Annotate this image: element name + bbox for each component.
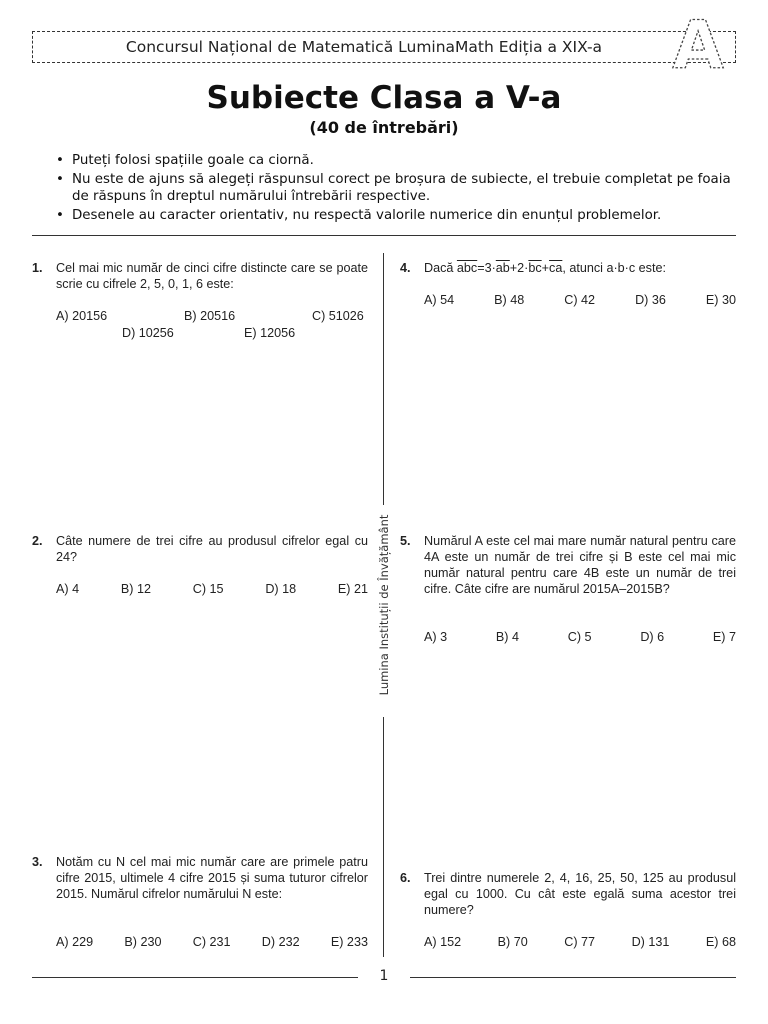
question-6 xyxy=(400,870,736,954)
question-number: 2. xyxy=(32,534,43,548)
option-a: A) 20156 xyxy=(56,309,108,323)
option-a: A) 4 xyxy=(56,582,80,596)
option-d: D) 6 xyxy=(640,630,665,644)
question-text: Trei dintre numerele 2, 4, 16, 25, 50, 125 au produsul egal cu 1000. Cu cât este egală suma acestor trei numere? xyxy=(424,871,736,917)
option-b: B) 4 xyxy=(495,630,519,644)
option-e: E) 7 xyxy=(712,630,736,644)
options-row xyxy=(424,292,736,308)
question-number: 6. xyxy=(400,871,411,885)
question-1 xyxy=(32,260,368,340)
top-divider xyxy=(32,235,736,236)
option-e: E) 30 xyxy=(705,293,736,307)
option-c: C) 231 xyxy=(192,935,231,949)
option-b: B) 20516 xyxy=(184,309,236,323)
instructions-list xyxy=(56,152,746,225)
option-c: C) 5 xyxy=(567,630,592,644)
question-5 xyxy=(400,533,736,653)
option-e: E) 12056 xyxy=(244,326,296,340)
competition-header xyxy=(32,31,736,63)
question-number: 5. xyxy=(400,534,411,548)
options-row xyxy=(56,581,368,597)
option-d: D) 232 xyxy=(261,935,300,949)
option-a: A) 3 xyxy=(424,630,448,644)
question-text: Numărul A este cel mai mare număr natural pentru care 4A este un număr de trei cifre și B este cel mai mic număr natural pentru care 4B este un număr de trei cifre. Câte cifre are numărul 2015A–2015B? xyxy=(424,534,736,596)
option-b: B) 12 xyxy=(120,582,151,596)
option-c: C) 77 xyxy=(564,935,596,949)
page-subtitle: (40 de întrebări) xyxy=(309,118,459,137)
column-divider-top xyxy=(383,253,384,505)
instruction-item: • Desenele au caracter orientativ, nu respectă valorile numerice din enunțul problemelor. xyxy=(56,207,746,225)
question-text: Notăm cu N cel mai mic număr care are primele patru cifre 2015, ultimele 4 cifre 2015 și suma tuturor cifrelor 2015. Numărul cifrelor numărului N este: xyxy=(56,855,368,901)
page-title: Subiecte Clasa a V-a xyxy=(206,80,562,116)
question-number: 3. xyxy=(32,855,43,869)
competition-name: Concursul Național de Matematică LuminaMath Ediția a XIX-a xyxy=(125,38,603,56)
option-c: C) 51026 xyxy=(312,309,364,323)
vertical-label-text: Lumina Instituții de Învățământ xyxy=(377,514,391,696)
question-text: Câte numere de trei cifre au produsul cifrelor egal cu 24? xyxy=(56,534,368,564)
option-e: E) 68 xyxy=(705,935,736,949)
option-c: C) 42 xyxy=(564,293,596,307)
option-d: D) 131 xyxy=(631,935,670,949)
question-4 xyxy=(400,260,736,320)
option-d: D) 36 xyxy=(635,293,666,307)
option-b: B) 48 xyxy=(494,293,525,307)
question-3 xyxy=(32,854,368,954)
page-number: 1 xyxy=(379,968,389,984)
option-d: D) 18 xyxy=(265,582,297,596)
column-divider-bottom xyxy=(383,717,384,957)
option-a: A) 54 xyxy=(424,293,455,307)
svg-text:A: A xyxy=(672,10,724,74)
instruction-item: • Puteți folosi spațiile goale ca ciornă. xyxy=(56,152,746,170)
options-row xyxy=(424,629,736,645)
option-d: D) 10256 xyxy=(122,326,174,340)
question-number: 1. xyxy=(32,261,43,275)
option-c: C) 15 xyxy=(192,582,224,596)
options-row xyxy=(424,934,736,950)
option-e: E) 233 xyxy=(330,935,368,949)
option-e: E) 21 xyxy=(337,582,368,596)
question-text: Dacă $\overline{abc}=3\cdot\overline{ab}+2\cdot\overline{bc}+\overline{ca}$, atunci a·b·c este: xyxy=(424,261,666,275)
question-text: Cel mai mic număr de cinci cifre distincte care se poate scrie cu cifrele 2, 5, 0, 1, 6 este: xyxy=(56,261,368,291)
question-number: 4. xyxy=(400,261,411,275)
footer-divider-right xyxy=(410,977,736,978)
instruction-item: • Nu este de ajuns să alegeți răspunsul corect pe broșura de subiecte, el trebuie completat pe foaia de răspuns în dreptul numărului întrebării respective. xyxy=(56,171,746,206)
option-a: A) 152 xyxy=(424,935,462,949)
option-b: B) 70 xyxy=(497,935,528,949)
options-row xyxy=(56,934,368,950)
logo-a-icon xyxy=(666,10,730,74)
option-b: B) 230 xyxy=(124,935,162,949)
question-2 xyxy=(32,533,368,603)
option-a: A) 229 xyxy=(56,935,94,949)
